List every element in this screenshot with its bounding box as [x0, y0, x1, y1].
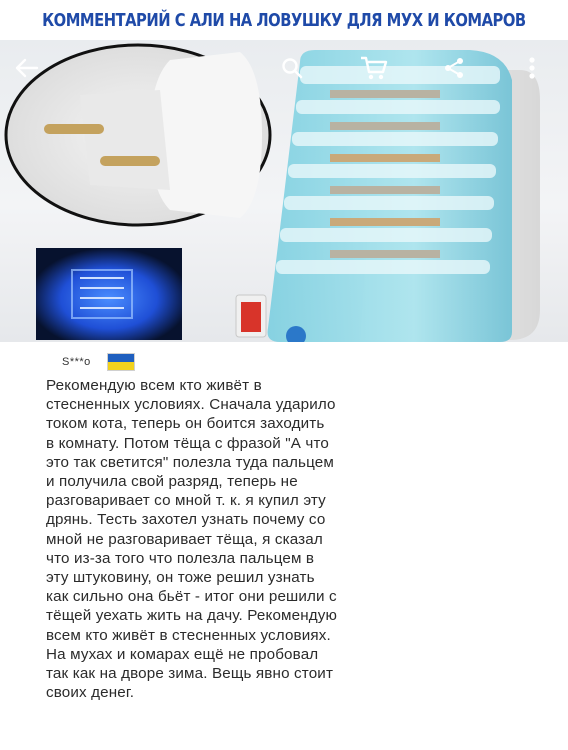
review-comment [0, 342, 568, 750]
review-text-line: как сильно она бьёт - итог они решили с [46, 588, 337, 606]
page-title: КОММЕНТАРИЙ С АЛИ НА ЛОВУШКУ ДЛЯ МУХ И КОМАРОВ [42, 9, 526, 31]
reviewer-name: S***o [62, 356, 91, 368]
review-text-line: своих денег. [46, 684, 135, 702]
review-text-line: что из-за того что полезла пальцем в [46, 549, 315, 567]
review-text-line: тёщей уехать жить на дачу. Рекомендую [46, 607, 338, 625]
glow-inset [36, 248, 182, 340]
header-banner [0, 0, 568, 40]
review-text-line: и получила свой разряд, теперь не [46, 473, 298, 491]
review-text-line: эту штуковину, он тоже решил узнать [46, 569, 315, 587]
review-text-line: Рекомендую всем кто живёт в [46, 377, 262, 394]
review-text [46, 376, 486, 702]
app-toolbar [0, 40, 568, 96]
review-text-line: На мухах и комарах ещё не пробовал [46, 645, 319, 663]
review-text-line: током кота, теперь он боится заходить [46, 415, 325, 433]
share-icon[interactable] [438, 52, 470, 84]
review-text-line: это так светится" полезла туда пальцем [46, 453, 334, 471]
review-text-line: в комнату. Потом тёща с фразой "А что [46, 434, 330, 452]
more-vertical-icon[interactable] [516, 52, 548, 84]
ukraine-flag-icon [107, 353, 135, 371]
review-text-line: дрянь. Тесть захотел узнать почему со [46, 511, 326, 529]
back-arrow-icon[interactable] [10, 52, 42, 84]
search-icon[interactable] [276, 52, 308, 84]
review-text-line: мной не разговаривает тёща, я сказал [46, 530, 323, 548]
review-text-line: стесненных условиях. Сначала ударило [46, 396, 336, 414]
power-switch [236, 295, 266, 337]
review-text-line: разговаривает со мной т. к. я купил эту [46, 492, 326, 510]
cart-icon[interactable] [358, 52, 390, 84]
review-text-line: всем кто живёт в стесненных условиях. [46, 626, 331, 644]
review-text-line: так как на дворе зима. Вещь явно стоит [46, 665, 334, 683]
reviewer-row [62, 352, 135, 372]
